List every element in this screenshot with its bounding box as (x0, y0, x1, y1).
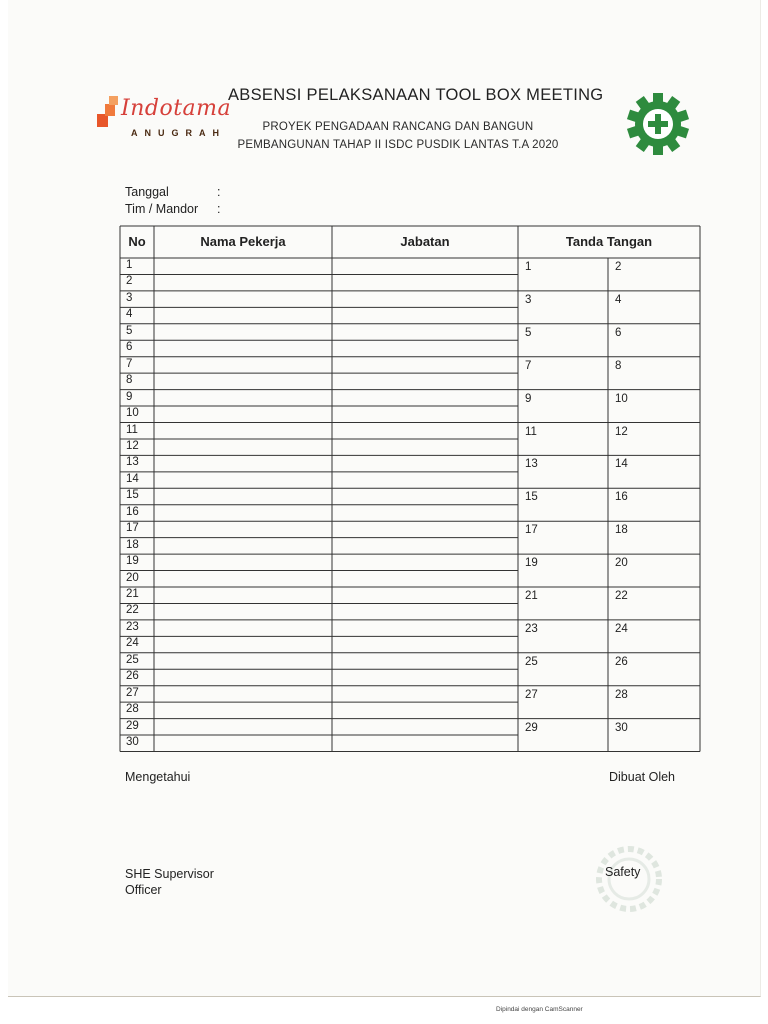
signature-slot-number: 20 (615, 557, 628, 570)
signature-slot-number: 1 (525, 261, 532, 273)
row-number: 25 (126, 653, 139, 666)
project-subtitle-2: PEMBANGUNAN TAHAP II ISDC PUSDIK LANTAS T.A 2020 (237, 139, 559, 151)
row-number: 24 (126, 637, 139, 650)
row-number: 1 (126, 259, 133, 271)
row-number: 3 (126, 291, 133, 304)
supervisor-label-1: SHE Supervisor (125, 867, 214, 881)
row-number: 7 (126, 357, 133, 370)
signature-slot-number: 5 (525, 326, 532, 339)
signature-slot-number: 2 (615, 261, 622, 273)
row-number: 26 (126, 670, 139, 683)
row-number: 8 (126, 374, 133, 387)
row-number: 13 (126, 456, 139, 469)
signature-slot-number: 16 (615, 491, 628, 504)
row-number: 30 (126, 736, 139, 749)
acknowledged-label: Mengetahui (125, 770, 191, 784)
logo-script-text: Indotama (121, 96, 232, 121)
column-header-no: No (128, 234, 146, 249)
signature-slot-number: 23 (525, 622, 538, 635)
row-number: 2 (126, 275, 133, 288)
made-by-label: Dibuat Oleh (609, 770, 676, 784)
signature-slot-number: 24 (615, 622, 628, 635)
row-number: 6 (126, 341, 133, 354)
signature-slot-number: 27 (525, 688, 538, 701)
signature-slot-number: 12 (615, 425, 628, 438)
signature-slot-number: 15 (525, 491, 538, 504)
signature-slot-number: 7 (525, 359, 532, 372)
document-title: ABSENSI PELAKSANAAN TOOL BOX MEETING (228, 86, 604, 104)
signature-slot-number: 4 (615, 293, 622, 306)
signature-slot-number: 10 (615, 392, 628, 405)
row-number: 27 (126, 686, 139, 699)
signature-slot-number: 28 (615, 688, 628, 701)
row-number: 14 (126, 472, 139, 485)
row-number: 28 (126, 703, 139, 716)
safety-cross-gear-icon (626, 92, 690, 156)
row-number: 15 (126, 489, 139, 502)
row-number: 5 (126, 324, 133, 337)
row-number: 19 (126, 555, 139, 568)
team-field (125, 202, 221, 216)
signature-slot-number: 21 (525, 590, 538, 602)
row-number: 16 (126, 505, 139, 518)
date-label: Tanggal (125, 185, 169, 199)
logo-square-3 (109, 96, 118, 105)
row-number: 21 (126, 588, 139, 600)
scanner-watermark: Dipindai dengan CamScanner (496, 1006, 583, 1013)
row-number: 11 (126, 423, 138, 436)
row-number: 29 (126, 719, 139, 732)
signature-slot-number: 25 (525, 655, 538, 668)
column-header-name: Nama Pekerja (200, 234, 286, 249)
row-number: 9 (126, 390, 133, 403)
signature-slot-number: 30 (615, 721, 628, 734)
row-number: 18 (126, 538, 139, 551)
project-subtitle-1: PROYEK PENGADAAN RANCANG DAN BANGUN (262, 121, 534, 133)
company-logo (97, 96, 232, 146)
signature-slot-number: 9 (525, 392, 532, 405)
team-label: Tim / Mandor (125, 202, 199, 216)
signature-slot-number: 22 (615, 590, 628, 602)
logo-sub-text: ANUGRAH (131, 128, 226, 138)
date-colon: : (217, 185, 221, 199)
column-header-signature: Tanda Tangan (565, 234, 653, 249)
faint-gear-seal-icon (590, 840, 668, 918)
date-field (125, 185, 221, 199)
column-header-position: Jabatan (400, 234, 450, 249)
team-colon: : (217, 202, 221, 216)
row-number: 10 (126, 407, 139, 420)
logo-square-2 (105, 104, 115, 116)
signature-slot-number: 3 (525, 293, 532, 306)
signature-slot-number: 8 (615, 359, 622, 372)
signature-slot-number: 6 (615, 326, 622, 339)
signature-slot-number: 19 (525, 557, 538, 570)
signature-slot-number: 26 (615, 655, 628, 668)
row-number: 12 (126, 439, 139, 452)
row-number: 23 (126, 620, 139, 633)
row-number: 20 (126, 571, 139, 584)
row-number: 22 (126, 604, 139, 617)
row-number: 17 (126, 522, 139, 535)
signature-slot-number: 11 (525, 425, 537, 438)
signature-slot-number: 18 (615, 524, 628, 537)
signature-slot-number: 14 (615, 458, 628, 471)
safety-label: Safety (605, 865, 641, 879)
signature-slot-number: 29 (525, 721, 538, 734)
row-number: 4 (126, 308, 133, 321)
signature-slot-number: 17 (525, 524, 538, 537)
signature-slot-number: 13 (525, 458, 538, 471)
supervisor-label-2: Officer (125, 883, 162, 897)
